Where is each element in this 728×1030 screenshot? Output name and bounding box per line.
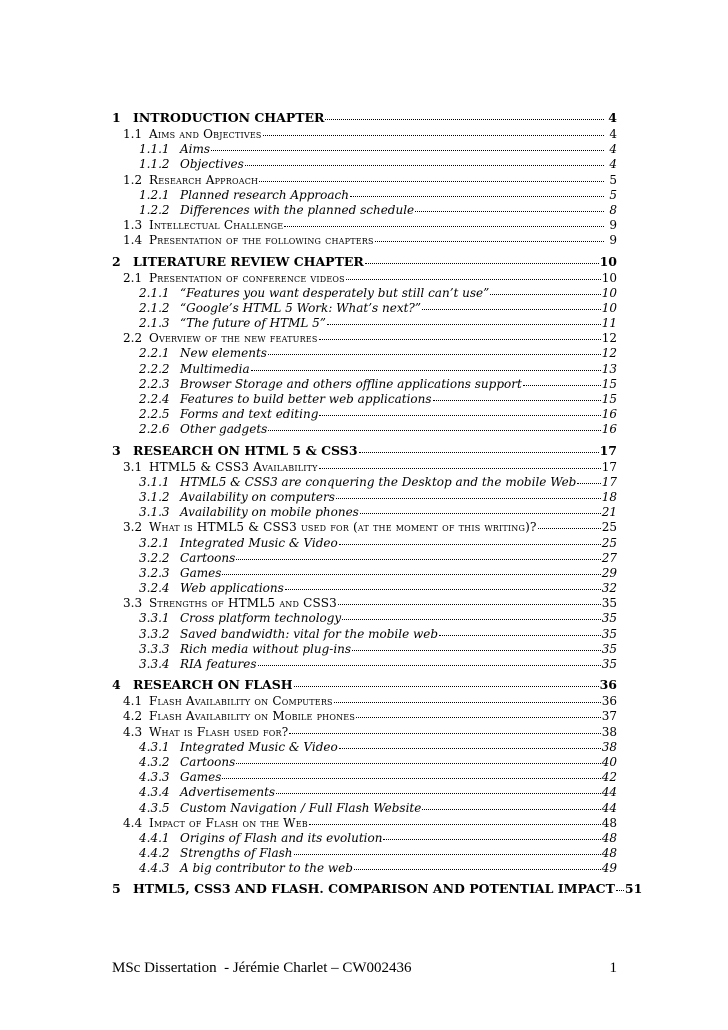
toc-entry-title: Strengths of Flash <box>180 846 293 861</box>
toc-dot-leader <box>338 596 601 605</box>
toc-dot-leader <box>375 233 604 242</box>
toc-entry-level-2[interactable] <box>112 816 617 831</box>
toc-entry-page-number: 9 <box>609 218 617 233</box>
toc-entry-page-number: 10 <box>599 253 617 269</box>
toc-entry-page-number: 4 <box>609 157 617 172</box>
toc-entry-title: Availability on computers <box>180 489 335 504</box>
toc-entry-number: 4.3 <box>123 724 143 739</box>
toc-dot-leader <box>415 203 604 212</box>
toc-entry-number: 4.3.1 <box>139 739 170 754</box>
toc-entry-number: 2.2 <box>123 331 143 346</box>
toc-dot-leader <box>422 301 601 310</box>
toc-entry-level-3[interactable] <box>112 422 617 437</box>
toc-entry-title: Features to build better web applications <box>180 392 432 406</box>
toc-entry-level-2[interactable] <box>112 460 617 475</box>
toc-entry-page-number: 37 <box>601 709 617 724</box>
toc-dot-leader <box>339 740 601 749</box>
toc-entry-page-number: 27 <box>601 550 617 565</box>
toc-dot-leader <box>490 286 600 295</box>
toc-entry-title: RESEARCH ON FLASH <box>133 677 293 693</box>
toc-entry-number: 1.2 <box>123 172 143 187</box>
toc-entry-title: Games <box>180 770 222 785</box>
toc-entry-level-2[interactable] <box>112 233 617 248</box>
toc-entry-level-3[interactable] <box>112 770 617 785</box>
toc-entry-page-number: 35 <box>601 641 617 656</box>
toc-entry-number: 2.2.4 <box>139 392 170 406</box>
toc-entry-number: 1.2.2 <box>139 202 170 217</box>
toc-entry-page-number: 12 <box>601 346 617 361</box>
toc-entry-page-number: 17 <box>599 442 617 458</box>
toc-entry-level-2[interactable] <box>112 173 617 188</box>
toc-dot-leader <box>354 861 601 870</box>
toc-entry-level-3[interactable] <box>112 316 617 331</box>
toc-entry-number: 2.1 <box>123 270 143 285</box>
toc-entry-title: Availability on mobile phones <box>180 505 359 520</box>
toc-dot-leader <box>319 460 601 469</box>
toc-entry-number: 4.1 <box>123 694 143 709</box>
toc-dot-leader <box>383 831 600 840</box>
toc-entry-title: Multimedia <box>180 361 250 376</box>
toc-entry-number: 1.2.1 <box>139 187 170 202</box>
toc-entry-level-1[interactable] <box>112 108 617 127</box>
toc-entry-level-3[interactable] <box>112 785 617 800</box>
toc-entry-number: 4.3.2 <box>139 754 170 769</box>
toc-dot-leader <box>258 657 601 666</box>
toc-entry-page-number: 16 <box>601 422 617 437</box>
toc-entry-page-number: 12 <box>601 331 617 346</box>
toc-dot-leader <box>439 627 601 636</box>
toc-entry-title: HTML5, CSS3 AND FLASH. COMPARISON AND POTENTIAL IMPACT <box>133 881 615 897</box>
toc-entry-number: 2.1.1 <box>139 285 170 300</box>
toc-entry-title: Strengths of HTML5 and CSS3 <box>149 596 337 611</box>
toc-dot-leader <box>346 271 601 280</box>
toc-dot-leader <box>365 255 599 264</box>
toc-entry-number: 1.3 <box>123 218 143 233</box>
toc-entry-number: 4.3.3 <box>139 770 170 785</box>
toc-dot-leader <box>319 407 600 416</box>
toc-dot-leader <box>294 846 601 855</box>
toc-entry-level-3[interactable] <box>112 505 617 520</box>
toc-entry-number: 4 <box>112 677 121 693</box>
toc-entry-page-number: 4 <box>609 127 617 141</box>
toc-entry-level-3[interactable] <box>112 362 617 377</box>
toc-entry-title: “Features you want desperately but still can’t use” <box>180 285 490 300</box>
toc-dot-leader <box>236 755 600 764</box>
toc-entry-title: Overview of the new features <box>149 331 318 346</box>
toc-entry-page-number: 44 <box>601 800 617 815</box>
toc-entry-number: 4.4.1 <box>139 830 170 845</box>
toc-dot-leader <box>325 111 604 120</box>
toc-entry-title: RESEARCH ON HTML 5 & CSS3 <box>133 442 358 458</box>
toc-entry-title: Research Approach <box>149 172 259 187</box>
toc-dot-leader <box>433 392 601 401</box>
toc-entry-number: 3.1.2 <box>139 489 170 504</box>
toc-entry-title: LITERATURE REVIEW CHAPTER <box>133 253 364 269</box>
toc-entry-title: Web applications <box>180 581 284 596</box>
toc-entry-level-3[interactable] <box>112 392 617 407</box>
toc-entry-number: 1 <box>112 110 121 125</box>
toc-entry-title: Flash Availability on Computers <box>149 694 333 709</box>
toc-entry-page-number: 15 <box>601 392 617 406</box>
toc-entry-level-3[interactable] <box>112 377 617 392</box>
toc-entry-number: 3.2.2 <box>139 550 170 565</box>
toc-entry-number: 3.1.1 <box>139 474 170 489</box>
toc-entry-page-number: 36 <box>599 677 617 693</box>
toc-entry-title: Aims <box>180 142 211 157</box>
toc-entry-number: 1.1 <box>123 127 143 141</box>
toc-entry-level-3[interactable] <box>112 566 617 581</box>
toc-entry-page-number: 11 <box>601 316 617 331</box>
toc-entry-number: 4.2 <box>123 709 143 724</box>
toc-entry-number: 3.3.2 <box>139 626 170 641</box>
toc-entry-title: HTML5 & CSS3 are conquering the Desktop and the mobile Web <box>180 474 577 489</box>
toc-dot-leader <box>356 709 601 718</box>
toc-entry-level-3[interactable] <box>112 755 617 770</box>
toc-entry-title: Differences with the planned schedule <box>180 202 415 217</box>
toc-entry-title: Cartoons <box>180 754 236 769</box>
toc-entry-page-number: 35 <box>601 611 617 626</box>
toc-entry-title: Presentation of the following chapters <box>149 233 374 248</box>
toc-entry-level-2[interactable] <box>112 127 617 142</box>
toc-entry-page-number: 48 <box>601 830 617 845</box>
toc-entry-page-number: 36 <box>601 694 617 709</box>
toc-entry-page-number: 48 <box>601 846 617 861</box>
toc-entry-title: What is HTML5 & CSS3 used for (at the moment of this writing)? <box>149 520 537 535</box>
toc-entry-page-number: 48 <box>601 815 617 830</box>
toc-dot-leader <box>268 422 600 431</box>
toc-entry-page-number: 21 <box>601 505 617 520</box>
toc-entry-level-3[interactable] <box>112 407 617 422</box>
toc-entry-page-number: 35 <box>601 657 617 671</box>
toc-dot-leader <box>342 611 601 620</box>
toc-entry-number: 3.3.1 <box>139 611 170 626</box>
toc-entry-level-3[interactable] <box>112 846 617 861</box>
toc-entry-level-3[interactable] <box>112 551 617 566</box>
toc-entry-title: Other gadgets <box>180 422 268 437</box>
toc-dot-leader <box>319 331 601 340</box>
toc-entry-level-3[interactable] <box>112 801 617 816</box>
toc-entry-page-number: 13 <box>601 361 617 376</box>
toc-entry-number: 3.3.4 <box>139 657 170 671</box>
toc-entry-number: 4.3.4 <box>139 785 170 800</box>
toc-entry-page-number: 38 <box>601 739 617 754</box>
toc-entry-page-number: 25 <box>601 535 617 550</box>
toc-entry-number: 1.1.1 <box>139 142 170 157</box>
toc-dot-leader <box>294 678 599 687</box>
toc-entry-level-3[interactable] <box>112 203 617 218</box>
toc-dot-leader <box>334 694 601 703</box>
toc-entry-level-1[interactable] <box>112 252 617 271</box>
toc-entry-number: 2.1.3 <box>139 316 170 331</box>
toc-entry-page-number: 5 <box>609 172 617 187</box>
toc-entry-title: New elements <box>180 346 267 361</box>
toc-entry-number: 3.2 <box>123 520 143 535</box>
toc-entry-page-number: 32 <box>601 581 617 596</box>
toc-entry-title: Custom Navigation / Full Flash Website <box>180 800 422 815</box>
toc-dot-leader <box>339 536 601 545</box>
toc-entry-page-number: 10 <box>601 285 617 300</box>
toc-entry-number: 3 <box>112 442 121 458</box>
toc-entry-page-number: 51 <box>624 881 643 897</box>
toc-entry-page-number: 4 <box>608 110 617 125</box>
toc-entry-number: 2.2.2 <box>139 361 170 376</box>
toc-entry-number: 3.3.3 <box>139 641 170 656</box>
toc-dot-leader <box>309 816 601 825</box>
toc-entry-level-3[interactable] <box>112 627 617 642</box>
toc-entry-number: 3.2.1 <box>139 535 170 550</box>
toc-entry-page-number: 35 <box>601 626 617 641</box>
toc-dot-leader <box>236 551 600 560</box>
toc-entry-level-2[interactable] <box>112 694 617 709</box>
toc-entry-title: “Google’s HTML 5 Work: What’s next?” <box>180 300 421 315</box>
toc-entry-page-number: 18 <box>601 489 617 504</box>
toc-entry-number: 2.2.1 <box>139 346 170 361</box>
toc-entry-level-3[interactable] <box>112 642 617 657</box>
toc-entry-level-3[interactable] <box>112 740 617 755</box>
toc-dot-leader <box>538 520 601 529</box>
toc-entry-level-3[interactable] <box>112 611 617 626</box>
toc-dot-leader <box>276 785 601 794</box>
toc-entry-level-3[interactable] <box>112 301 617 316</box>
toc-entry-number: 3.2.3 <box>139 565 170 580</box>
toc-entry-page-number: 16 <box>601 407 617 422</box>
toc-entry-number: 2.2.6 <box>139 422 170 437</box>
toc-entry-title: Flash Availability on Mobile phones <box>149 709 356 724</box>
toc-dot-leader <box>327 316 601 325</box>
toc-entry-page-number: 35 <box>601 596 617 611</box>
toc-entry-title: Intellectual Challenge <box>149 218 284 233</box>
toc-entry-page-number: 44 <box>601 785 617 800</box>
toc-entry-page-number: 25 <box>601 520 617 535</box>
toc-entry-level-2[interactable] <box>112 725 617 740</box>
toc-dot-leader <box>222 566 600 575</box>
toc-dot-leader <box>285 581 601 590</box>
toc-entry-title: What is Flash used for? <box>149 724 289 739</box>
toc-entry-title: Advertisements <box>180 785 276 800</box>
toc-entry-number: 3.2.4 <box>139 581 170 596</box>
toc-entry-page-number: 17 <box>601 474 617 489</box>
toc-entry-title: “The future of HTML 5” <box>180 316 326 331</box>
toc-dot-leader <box>359 444 599 453</box>
toc-dot-leader <box>360 505 601 514</box>
toc-entry-level-3[interactable] <box>112 188 617 203</box>
toc-dot-leader <box>350 188 604 197</box>
table-of-contents <box>112 108 643 898</box>
toc-entry-level-3[interactable] <box>112 536 617 551</box>
toc-entry-title: Saved bandwidth: vital for the mobile web <box>180 626 439 641</box>
toc-entry-page-number: 10 <box>601 300 617 315</box>
toc-entry-page-number: 15 <box>601 376 617 391</box>
toc-entry-level-2[interactable] <box>112 520 617 535</box>
toc-entry-title: Presentation of conference videos <box>149 270 345 285</box>
toc-entry-level-3[interactable] <box>112 861 617 876</box>
toc-entry-page-number: 40 <box>601 754 617 769</box>
toc-entry-title: A big contributor to the web <box>180 861 353 876</box>
toc-entry-title: Rich media without plug-ins <box>180 641 352 656</box>
toc-entry-number: 4.4.3 <box>139 861 170 876</box>
toc-entry-title: RIA features <box>180 657 257 671</box>
toc-entry-title: Aims and Objectives <box>149 127 262 141</box>
toc-entry-level-2[interactable] <box>112 709 617 724</box>
toc-entry-page-number: 29 <box>601 565 617 580</box>
toc-entry-level-1[interactable] <box>112 441 617 460</box>
toc-entry-page-number: 17 <box>601 459 617 474</box>
toc-entry-page-number: 4 <box>609 142 617 157</box>
toc-dot-leader <box>268 346 601 355</box>
toc-dot-leader <box>336 490 601 499</box>
toc-entry-title: Games <box>180 565 222 580</box>
toc-dot-leader <box>211 142 604 151</box>
toc-entry-level-2[interactable] <box>112 596 617 611</box>
toc-entry-number: 4.4.2 <box>139 846 170 861</box>
toc-dot-leader <box>284 218 604 227</box>
toc-entry-title: Integrated Music & Video <box>180 535 338 550</box>
toc-entry-number: 5 <box>112 881 121 897</box>
toc-entry-title: Objectives <box>180 157 244 172</box>
toc-dot-leader <box>263 127 604 136</box>
toc-entry-number: 3.1.3 <box>139 505 170 520</box>
toc-entry-title: Forms and text editing <box>180 407 319 422</box>
toc-entry-number: 1.4 <box>123 233 143 248</box>
toc-entry-page-number: 8 <box>609 202 617 217</box>
toc-entry-level-1[interactable] <box>112 675 617 694</box>
toc-entry-level-1[interactable] <box>112 879 643 898</box>
footer-author: MSc Dissertation - Jérémie Charlet – CW002436 <box>112 960 412 976</box>
toc-entry-level-3[interactable] <box>112 286 617 301</box>
toc-entry-title: Origins of Flash and its evolution <box>180 830 383 845</box>
toc-dot-leader <box>222 770 600 779</box>
toc-entry-page-number: 9 <box>609 233 617 248</box>
toc-entry-page-number: 42 <box>601 770 617 785</box>
toc-entry-level-2[interactable] <box>112 218 617 233</box>
toc-dot-leader <box>422 801 600 810</box>
toc-entry-level-3[interactable] <box>112 581 617 596</box>
toc-entry-level-3[interactable] <box>112 157 617 172</box>
toc-dot-leader <box>523 377 601 386</box>
toc-entry-number: 1.1.2 <box>139 157 170 172</box>
toc-entry-level-3[interactable] <box>112 490 617 505</box>
toc-entry-level-2[interactable] <box>112 271 617 286</box>
toc-entry-level-3[interactable] <box>112 657 617 672</box>
toc-entry-title: Browser Storage and others offline applications support <box>180 376 522 391</box>
toc-entry-page-number: 10 <box>601 270 617 285</box>
toc-entry-number: 2.1.2 <box>139 300 170 315</box>
toc-entry-page-number: 38 <box>601 724 617 739</box>
toc-entry-level-3[interactable] <box>112 346 617 361</box>
toc-entry-number: 4.4 <box>123 815 143 830</box>
toc-entry-title: Impact of Flash on the Web <box>149 815 308 830</box>
toc-entry-title: Planned research Approach <box>180 187 349 202</box>
toc-entry-title: Cross platform technology <box>180 611 342 626</box>
toc-entry-number: 2.2.3 <box>139 376 170 391</box>
toc-entry-level-3[interactable] <box>112 142 617 157</box>
toc-entry-level-2[interactable] <box>112 331 617 346</box>
toc-entry-number: 4.3.5 <box>139 800 170 815</box>
footer-page-number: 1 <box>609 960 617 976</box>
toc-dot-leader <box>289 725 600 734</box>
toc-dot-leader <box>245 157 604 166</box>
toc-entry-number: 2 <box>112 253 121 269</box>
toc-entry-level-3[interactable] <box>112 475 617 490</box>
toc-entry-number: 3.1 <box>123 459 143 474</box>
toc-entry-number: 3.3 <box>123 596 143 611</box>
toc-dot-leader <box>616 882 624 891</box>
toc-dot-leader <box>577 475 600 484</box>
toc-entry-page-number: 49 <box>601 861 617 876</box>
toc-entry-title: Cartoons <box>180 550 236 565</box>
toc-dot-leader <box>251 362 601 371</box>
toc-entry-page-number: 5 <box>609 187 617 202</box>
toc-entry-number: 2.2.5 <box>139 407 170 422</box>
toc-dot-leader <box>259 173 604 182</box>
toc-entry-title: HTML5 & CSS3 Availability <box>149 459 318 474</box>
page-footer <box>112 960 617 977</box>
toc-entry-title: Integrated Music & Video <box>180 739 338 754</box>
toc-entry-title: INTRODUCTION CHAPTER <box>133 110 325 125</box>
toc-entry-level-3[interactable] <box>112 831 617 846</box>
toc-dot-leader <box>352 642 601 651</box>
